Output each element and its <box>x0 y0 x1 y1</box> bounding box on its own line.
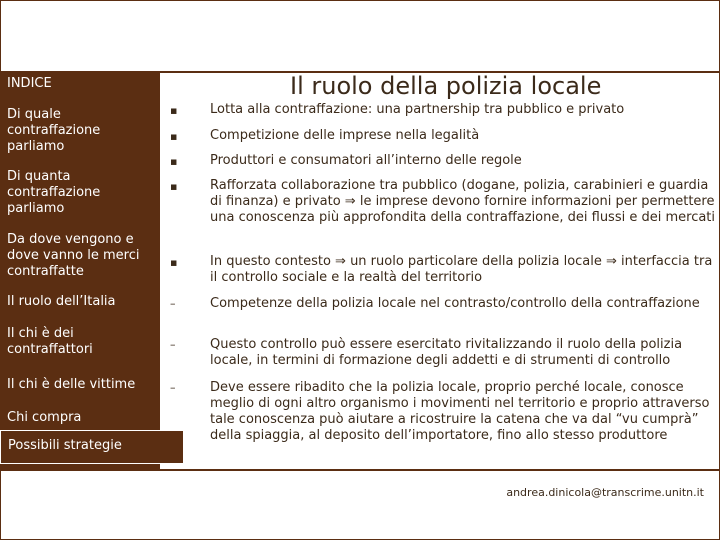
bullet-marker: ▪ <box>170 130 178 143</box>
bullet-text: Questo controllo può essere esercitato rivitalizzando il ruolo della polizia locale, in termini di formazione degli addetti e di strumenti di controllo <box>210 337 683 368</box>
bullet-marker: ▪ <box>170 180 178 193</box>
sidebar-item-di-quale[interactable]: Di quale contraffazione parliamo <box>7 107 101 154</box>
bullet-marker: ▪ <box>170 256 178 269</box>
bullet-marker: – <box>170 381 176 394</box>
sidebar-item-ruolo-italia[interactable]: Il ruolo dell’Italia <box>7 294 116 309</box>
sidebar-item-contraffattori[interactable]: Il chi è dei contraffattori <box>7 326 93 357</box>
sidebar-item-vittime[interactable]: Il chi è delle vittime <box>7 377 136 392</box>
sidebar-item-da-dove[interactable]: Da dove vengono e dove vanno le merci contraffatte <box>7 232 140 279</box>
sidebar-title: INDICE <box>7 76 52 91</box>
page-title: Il ruolo della polizia locale <box>290 72 602 100</box>
bullet-text: Rafforzata collaborazione tra pubblico (dogane, polizia, carabinieri e guardia di finanza) e privato ⇒ le imprese devono fornire informazioni per permettere una conoscenza più approfondita della contraffazione, dei flussi e dei mercati <box>210 178 716 225</box>
bullet-marker: ▪ <box>170 104 178 117</box>
sidebar-item-chi-compra[interactable]: Chi compra <box>7 410 82 425</box>
bullet-text: Produttori e consumatori all’interno delle regole <box>210 153 522 168</box>
bullet-text: Lotta alla contraffazione: una partnership tra pubblico e privato <box>210 102 625 117</box>
bullet-text: Competenze della polizia locale nel contrasto/controllo della contraffazione <box>210 296 700 311</box>
bullet-marker: – <box>170 338 176 351</box>
sidebar-item-di-quanta[interactable]: Di quanta contraffazione parliamo <box>7 169 101 216</box>
bottom-divider <box>0 469 720 471</box>
sidebar-item-strategie[interactable]: Possibili strategie <box>0 430 184 464</box>
bullet-text: In questo contesto ⇒ un ruolo particolare della polizia locale ⇒ interfaccia tra il controllo sociale e la realtà del territorio <box>210 254 713 285</box>
bullet-marker: ▪ <box>170 155 178 168</box>
footer-email: andrea.dinicola@transcrime.unitn.it <box>506 486 704 499</box>
bullet-text: Deve essere ribadito che la polizia locale, proprio perché locale, conosce meglio di ogni altro organismo i movimenti nel territorio e proprio attraverso tale conoscenza può aiutare a ricostruire la catena che va dal “vu cumprà” della spiaggia, al deposito dell’importatore, fino allo stesso produttore <box>210 380 710 443</box>
bullet-marker: – <box>170 297 176 310</box>
bullet-text: Competizione delle imprese nella legalità <box>210 128 480 143</box>
